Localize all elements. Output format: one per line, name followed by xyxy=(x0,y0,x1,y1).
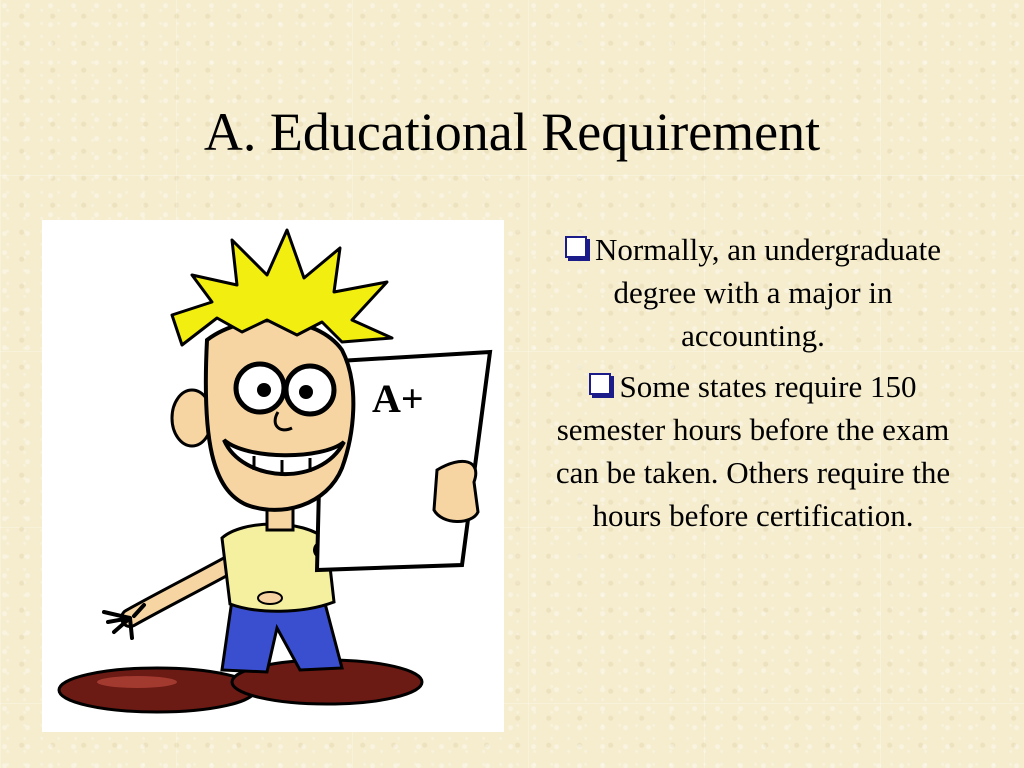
bullet-text: Normally, an undergraduate degree with a major in accounting. xyxy=(594,232,942,353)
bullet-item xyxy=(552,365,954,537)
bullet-list xyxy=(552,228,954,545)
bullet-text: Some states require 150 semester hours before the exam can be taken. Others require the hours before certification. xyxy=(555,369,951,533)
student-holding-a-plus-icon xyxy=(42,220,504,732)
slide-title: A. Educational Requirement xyxy=(203,102,821,162)
student-clipart-image xyxy=(42,220,504,732)
checkbox-bullet-icon xyxy=(589,373,611,395)
bullet-item xyxy=(552,228,954,357)
paper-grade-text: A+ xyxy=(372,376,424,421)
checkbox-bullet-icon xyxy=(565,236,587,258)
